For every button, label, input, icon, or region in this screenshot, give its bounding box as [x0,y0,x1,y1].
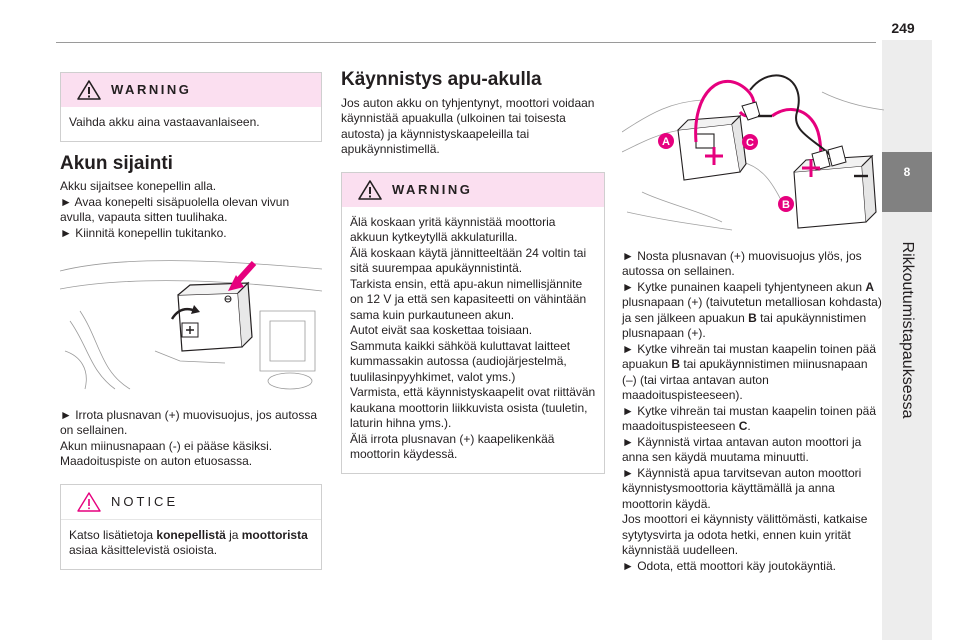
section-title: Rikkoutumistapauksessa [899,241,916,419]
jump-start-figure [622,72,884,237]
page-number: 249 [891,20,915,36]
engine-bay-illustration [60,251,322,391]
warning-title: WARNING [392,181,473,197]
step: ► Kytke punainen kaapeli tyhjentyneen akun A plusnapaan (+) (taivutetun metalliosan kohdasta) ja sen jälkeen apuakun B tai apukäynnistimen plusnapaan (+). [622,279,882,340]
warning-text: Vaihda akku aina vastaavanlaiseen. [69,115,260,129]
warning-header [61,73,321,107]
warning-line: Älä koskaan käytä jännitteeltään 24 voltin tai sitä suurempaa apukäynnistintä. [350,245,587,275]
label-a: A [662,136,670,148]
battery-location-line: ► Kiinnitä konepellin tukitanko. [60,225,227,240]
battery-location-after-line: ► Irrota plusnavan (+) muovisuojus, jos autossa on sellainen. [60,407,317,437]
jump-start-intro: Jos auton akku on tyhjentynyt, moottori voidaan käynnistää apuakulla (ulkoinen tai toisesta autosta) ja käynnistyskaapeleilla tai apukäynnistimellä. [341,95,595,156]
notice-text: Katso lisätietoja konepellistä ja moottorista asiaa käsittelevistä osioista. [69,527,308,557]
battery-location-after-line: Akun miinusnapaan (-) ei pääse käsiksi. [60,438,273,453]
notice-header [61,485,321,520]
column-left [60,72,322,580]
warning-body [342,207,604,473]
warning-header [342,173,604,207]
battery-location-heading: Akun sijainti [60,152,173,174]
warning-line: Älä irrota plusnavan (+) kaapelikenkää moottorin käydessä. [350,431,555,461]
warning-line: Varmista, että käynnistyskaapelit ovat riittävän kaukana moottorin liikkuvista osista (tuuletin, laturin hihna yms.). [350,385,596,430]
jump-start-diagram [622,72,884,232]
label-c: C [746,137,754,149]
battery-location-figure [60,251,322,396]
battery-location-line: Akku sijaitsee konepellin alla. [60,179,217,193]
warning-triangle-icon [77,80,101,100]
step: ► Käynnistä virtaa antavan auton moottori ja anna sen käydä muutama minuutti. [622,434,862,464]
warning-line: Autot eivät saa koskettaa toisiaan. [350,323,533,337]
notice-triangle-icon [77,492,101,512]
step: Jos moottori ei käynnisty välittömästi, katkaise sytytysvirta ja odota hetki, ennen kuin yrität käynnistää uudelleen. [622,512,868,557]
battery-location-after-line: Maadoituspiste on auton etuosassa. [60,454,253,468]
column-right [622,72,884,574]
warning-title: WARNING [111,82,192,98]
warning-line: Tarkista ensin, että apu-akun nimellisjännite on 12 V ja että sen kapasiteetti on vähintään sama kuin purkautuneen akun. [350,276,587,322]
column-middle [341,69,605,484]
warning-line: Sammuta kaikki sähköä kuluttavat laitteet kummassakin autossa (audiojärjestelmä, tuulilasinpyyhkimet, valot yms.) [350,338,571,384]
warning-box [60,72,322,142]
step: ► Kytke vihreän tai mustan kaapelin toinen pää maadoituspisteeseen C. [622,403,877,433]
battery-location-line: ► Avaa konepelti sisäpuolella olevan vivun avulla, vapauta sitten tuulihaka. [60,194,290,224]
step: ► Odota, että moottori käy joutokäyntiä. [622,558,836,573]
label-b: B [782,199,790,211]
step: ► Nosta plusnavan (+) muovisuojus ylös, jos autossa on sellainen. [622,248,862,278]
jump-start-heading: Käynnistys apu-akulla [341,69,542,90]
warning-triangle-icon [358,180,382,200]
notice-title: NOTICE [111,493,179,509]
warning-line: Älä koskaan yritä käynnistää moottoria akkuun kytkeytyllä akkulaturilla. [350,214,556,244]
notice-body [61,520,321,569]
step: ► Käynnistä apua tarvitsevan auton moottori käynnistysmoottoria käyttämällä ja anna moottorin käydä. [622,465,862,511]
step: ► Kytke vihreän tai mustan kaapelin toinen pää apuakun B tai apukäynnistimen miinusnapaan (–) (tai virtaa antavan auton maadoituspisteeseen). [622,341,877,402]
header-rule [56,42,876,43]
notice-box [60,484,322,570]
section-number-tab[interactable]: 8 [882,152,932,212]
side-tab-background [882,40,932,152]
warning-body [61,107,321,141]
warning-box [341,172,605,474]
